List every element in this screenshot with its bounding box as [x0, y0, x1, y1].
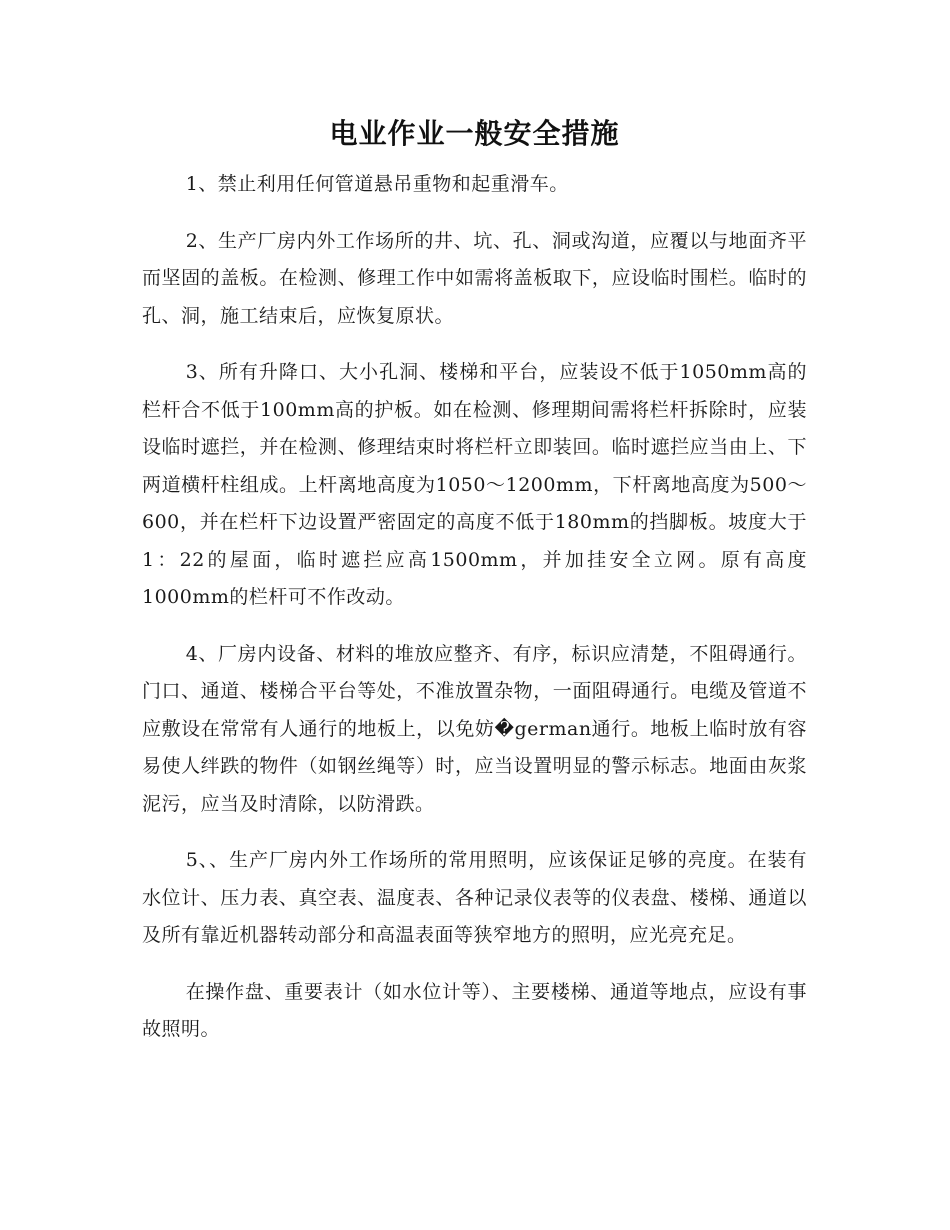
paragraph-6: 在操作盘、重要表计（如水位计等）、主要楼梯、通道等地点，应设有事故照明。 — [142, 980, 807, 1040]
document-title: 电业作业一般安全措施 — [329, 117, 620, 150]
paragraph-2: 2、生产厂房内外工作场所的井、坑、孔、洞或沟道，应覆以与地面齐平而坚固的盖板。在检测、修理工作中如需将盖板取下，应设临时围栏。临时的孔、洞，施工结束后，应恢复原状。 — [142, 229, 807, 327]
paragraph-3: 3、所有升降口、大小孔洞、楼梯和平台，应装设不低于1050mm高的栏杆合不低于100mm高的护板。如在检测、修理期间需将栏杆拆除时，应装设临时遮拦，并在检测、修理结束时将栏杆立即装回。临时遮拦应当由上、下两道横杆柱组成。上杆离地高度为1050～1200mm，下杆离地高度为500～600，并在栏杆下边设置严密固定的高度不低于180mm的挡脚板。坡度大于1：22的屋面，临时遮拦应高1500mm，并加挂安全立网。原有高度1000mm的栏杆可不作改动。 — [142, 361, 807, 608]
paragraph-1: 1、禁止利用任何管道悬吊重物和起重滑车。 — [185, 173, 569, 195]
paragraph-5: 5、、生产厂房内外工作场所的常用照明，应该保证足够的亮度。在装有水位计、压力表、真空表、温度表、各种记录仪表等的仪表盘、楼梯、通道以及所有靠近机器转动部分和高温表面等狭窄地方的照明，应光亮充足。 — [142, 849, 807, 946]
paragraph-4: 4、厂房内设备、材料的堆放应整齐、有序，标识应清楚，不阻碍通行。门口、通道、楼梯合平台等处，不准放置杂物，一面阻碍通行。电缆及管道不应敷设在常常有人通行的地板上，以免妨�german通行。地板上临时放有容易使人绊跌的物件（如钢丝绳等）时，应当设置明显的警示标志。地面由灰浆泥污，应当及时清除，以防滑跌。 — [142, 642, 807, 815]
